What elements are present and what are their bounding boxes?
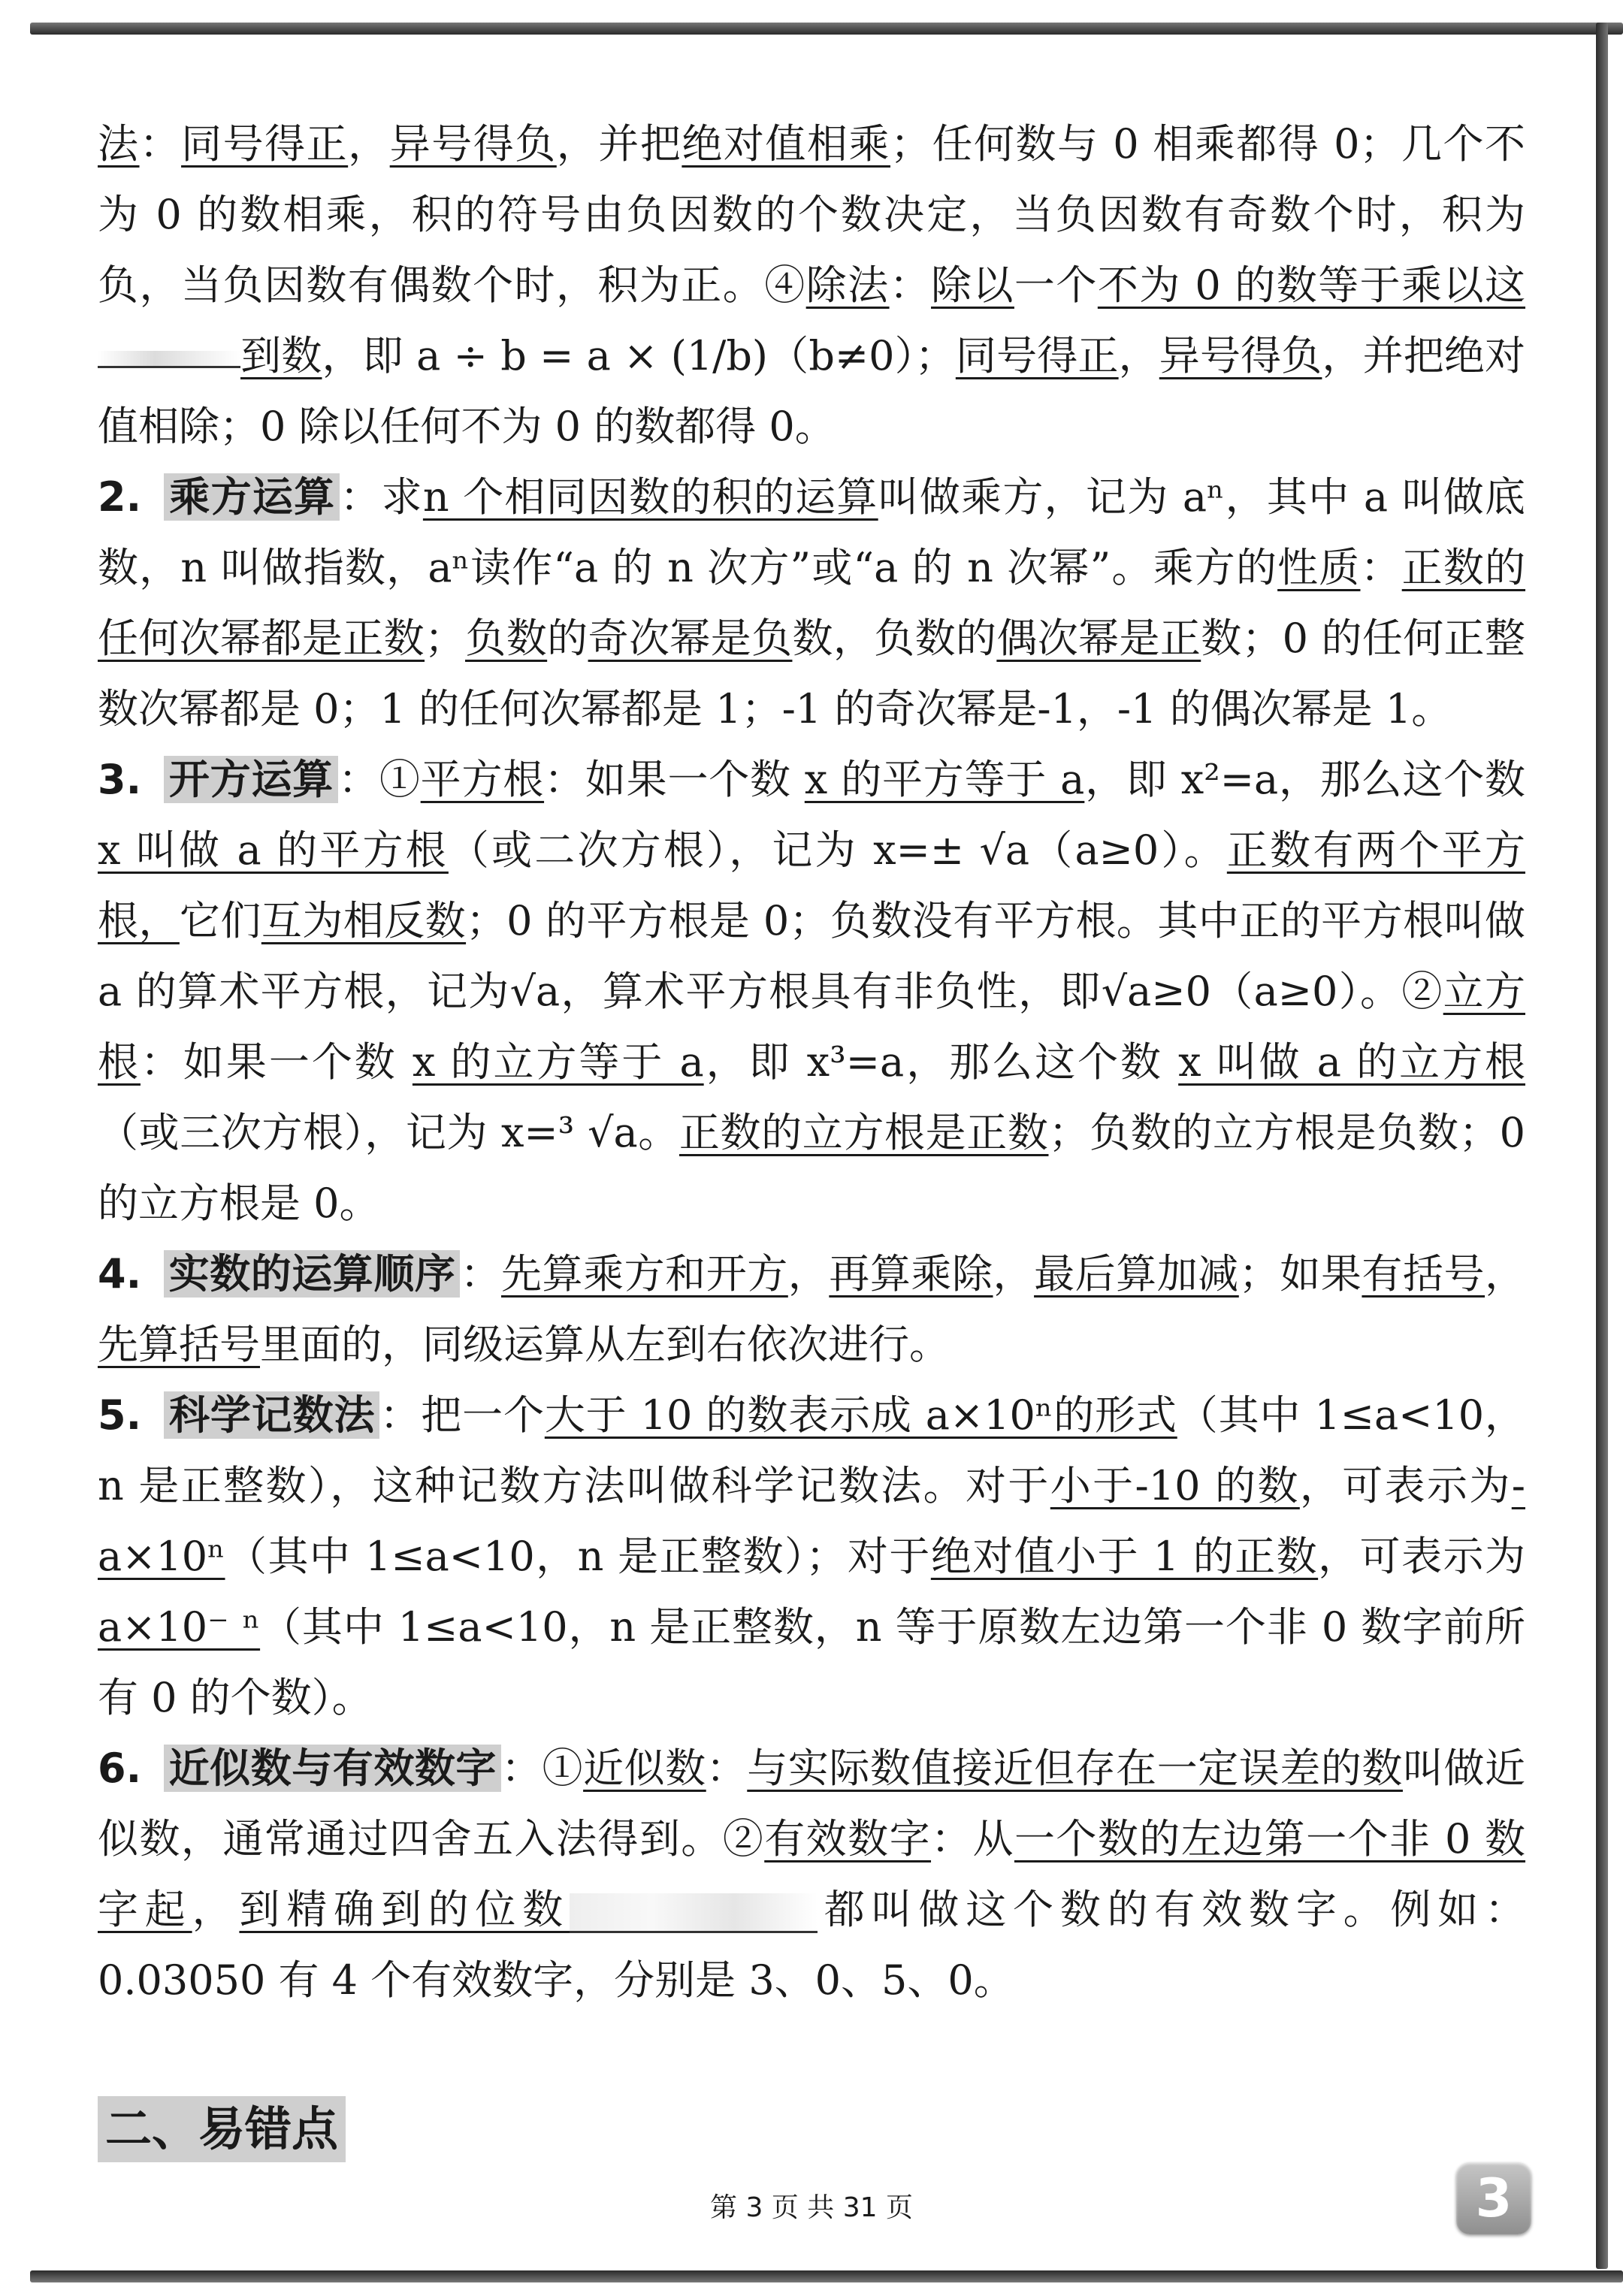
text-run: 的 bbox=[547, 615, 588, 662]
underlined-text: 正数的立方根是正数 bbox=[679, 1109, 1049, 1156]
page-number-badge: 3 bbox=[1456, 2162, 1531, 2234]
text-run: ：① bbox=[338, 756, 421, 803]
page-frame-top bbox=[30, 23, 1623, 35]
underlined-text: 小于-10 的数 bbox=[1050, 1462, 1300, 1509]
text-run: ： bbox=[706, 1745, 748, 1792]
underlined-text: 除以 bbox=[931, 261, 1014, 309]
text-run: ： bbox=[139, 120, 182, 168]
text-run: ， bbox=[787, 1250, 830, 1298]
text-run: ： bbox=[460, 1250, 501, 1298]
paragraph bbox=[98, 462, 1525, 745]
key-term: 科学记数法 bbox=[164, 1391, 379, 1439]
underlined-text: 到数 bbox=[240, 332, 322, 379]
text-run: ，并把绝对值相除；0 除以任何不为 0 的数都得 0。 bbox=[98, 332, 1526, 450]
text-run: ；任何数与 0 相乘都得 0；几个不为 0 的数相乘，积的符号由负因数的个数决定，当负因数有奇数个时，积为负，当负因数有偶数个时，积为正。④ bbox=[98, 120, 1526, 309]
text-run: ；0 的平方根是 0；负数没有平方根。其中正的平方根叫做 a 的算术平方根，记为√a，算术平方根具有非负性，即√a≥0（a≥0）。② bbox=[98, 897, 1525, 1015]
section-heading: 二、易错点 bbox=[98, 2096, 346, 2162]
underlined-text: 绝对值相乘 bbox=[682, 120, 890, 168]
text-run: 一个 bbox=[1014, 261, 1098, 309]
underlined-text: x 叫做 a 的平方根 bbox=[98, 826, 449, 874]
text-run: ，并把 bbox=[556, 120, 682, 168]
text-run: ， bbox=[1118, 332, 1159, 379]
text-run: ：把一个 bbox=[379, 1391, 545, 1439]
paragraph bbox=[98, 745, 1525, 1239]
underlined-text: 最后算加减 bbox=[1034, 1250, 1239, 1298]
redacted-text bbox=[570, 1893, 818, 1933]
underlined-text: 偶次幂是正 bbox=[996, 615, 1201, 662]
text-run: ，即 x²=a，那么这个数 bbox=[1084, 756, 1526, 803]
page-footer: 第 3 页 共 31 页 bbox=[710, 2192, 913, 2223]
text-run: 里面的，同级运算从左到右依次进行。 bbox=[260, 1321, 950, 1368]
page-frame-right bbox=[1596, 23, 1608, 2269]
underlined-text: 互为相反数 bbox=[261, 897, 467, 944]
underlined-text: 性质 bbox=[1277, 544, 1361, 591]
page-frame-bottom bbox=[30, 2270, 1623, 2282]
text-run: ，可表示为 bbox=[1299, 1462, 1512, 1509]
text-run: ； bbox=[425, 615, 466, 662]
text-run: （其中 1≤a<10，n 是正整数），这种记数方法叫做科学记数法。对于 bbox=[98, 1391, 1526, 1509]
underlined-text: 正数有两个平方根， bbox=[98, 826, 1525, 944]
text-run: ：① bbox=[500, 1745, 584, 1792]
text-run: （其中 1≤a<10，n 是正整数，n 等于原数左边第一个非 0 数字前所有 0 的个数）。 bbox=[98, 1603, 1525, 1721]
paragraph bbox=[98, 1380, 1525, 1733]
text-run: 数，负数的 bbox=[792, 615, 997, 662]
text-run: ： bbox=[1360, 544, 1402, 591]
text-run: 叫做乘方，记为 aⁿ，其中 a 叫做底数，n 叫做指数，aⁿ读作“a 的 n 次方”或“a 的 n 次幂”。乘方的 bbox=[98, 473, 1525, 591]
underlined-text: 同号得正 bbox=[955, 332, 1119, 379]
item-number: 6. bbox=[98, 1745, 142, 1792]
underlined-text: 与实际数值接近但存在一定误差的数 bbox=[747, 1745, 1403, 1792]
underlined-text: 平方根 bbox=[420, 756, 545, 803]
underlined-text: 立方根 bbox=[98, 968, 1525, 1086]
text-run: ， bbox=[192, 1886, 240, 1933]
underlined-text: 同号得正 bbox=[181, 120, 349, 168]
underlined-text: 除法 bbox=[805, 261, 890, 309]
underlined-text: 先算括号 bbox=[98, 1321, 260, 1368]
text-run: 它们 bbox=[179, 897, 261, 944]
text-run: 数；0 的任何正整数次幂都是 0；1 的任何次幂都是 1；-1 的奇次幂是-1，-1 的偶次幂是 1。 bbox=[98, 615, 1526, 733]
underlined-text: 近似数 bbox=[583, 1745, 706, 1792]
underlined-text: x 叫做 a 的立方根 bbox=[1178, 1038, 1525, 1086]
text-run: 都叫做这个数的有效数字。例如：0.03050 有 4 个有效数字，分别是 3、0、5、0。 bbox=[98, 1886, 1526, 2004]
underlined-text: 再算乘除 bbox=[829, 1250, 993, 1298]
item-number: 3. bbox=[98, 756, 142, 803]
item-number: 4. bbox=[98, 1250, 142, 1298]
underlined-text: 异号得负 bbox=[1159, 332, 1322, 379]
text-run: ：如果一个数 bbox=[544, 756, 805, 803]
text-run: ， bbox=[348, 120, 390, 168]
key-term: 开方运算 bbox=[164, 756, 338, 803]
underlined-text: 大于 10 的数表示成 a×10ⁿ的形式 bbox=[544, 1391, 1177, 1439]
underlined-text: 绝对值小于 1 的正数 bbox=[930, 1533, 1319, 1580]
underlined-text: 一个数的左边第一个非 0 数字起 bbox=[98, 1815, 1526, 1933]
text-run: ：从 bbox=[931, 1815, 1014, 1862]
underlined-text: x 的立方等于 a bbox=[412, 1038, 704, 1086]
underlined-text: 不为 0 的数等于乘以这 bbox=[1097, 261, 1526, 309]
underlined-text: 先算乘方和开方 bbox=[500, 1250, 788, 1298]
underlined-text: n 个相同因数的积的运算 bbox=[422, 473, 878, 521]
text-run: ；如果 bbox=[1238, 1250, 1362, 1298]
underlined-text: 法 bbox=[98, 120, 140, 168]
underlined-text: x 的平方等于 a bbox=[804, 756, 1085, 803]
text-run: ，即 a ÷ b = a × (1/b)（b≠0）； bbox=[322, 332, 956, 379]
text-run: ，即 x³=a，那么这个数 bbox=[703, 1038, 1179, 1086]
text-run: （或二次方根），记为 x=± √a（a≥0）。 bbox=[448, 826, 1227, 874]
paragraph bbox=[98, 1239, 1525, 1380]
underlined-text: -a×10ⁿ bbox=[98, 1462, 1525, 1580]
underlined-text: 到精确到的位数 bbox=[239, 1886, 570, 1933]
underlined-text: 有效数字 bbox=[764, 1815, 932, 1862]
text-run: 叫做近似数，通常通过四舍五入法得到。② bbox=[98, 1745, 1526, 1862]
text-run: ：如果一个数 bbox=[140, 1038, 413, 1086]
text-run: ， bbox=[993, 1250, 1035, 1298]
key-term: 乘方运算 bbox=[164, 473, 340, 521]
underlined-text: 负数 bbox=[465, 615, 548, 662]
paragraph bbox=[98, 1733, 1525, 2016]
underlined-text: 奇次幂是负 bbox=[588, 615, 793, 662]
paragraph bbox=[98, 109, 1525, 462]
item-number: 5. bbox=[98, 1391, 142, 1439]
text-run: （其中 1≤a<10，n 是正整数）；对于 bbox=[225, 1533, 931, 1580]
item-number: 2. bbox=[98, 473, 142, 521]
text-run: ；负数的立方根是负数；0 的立方根是 0。 bbox=[98, 1109, 1526, 1227]
text-run: （或三次方根），记为 x=³ √a。 bbox=[98, 1109, 679, 1156]
underlined-text: 有括号 bbox=[1362, 1250, 1485, 1298]
key-term: 实数的运算顺序 bbox=[164, 1250, 460, 1298]
underlined-text: 正数的任何次幂都是正数 bbox=[98, 544, 1526, 662]
document-body bbox=[98, 109, 1525, 2016]
text-run: ， bbox=[1485, 1250, 1526, 1298]
key-term: 近似数与有效数字 bbox=[164, 1745, 501, 1792]
redacted-text bbox=[98, 351, 240, 368]
text-run: ：求 bbox=[340, 473, 423, 521]
text-run: ，可表示为 bbox=[1318, 1533, 1525, 1580]
underlined-text: 异号得负 bbox=[389, 120, 557, 168]
text-run: ： bbox=[889, 261, 932, 309]
underlined-text: a×10⁻ ⁿ bbox=[98, 1603, 261, 1651]
